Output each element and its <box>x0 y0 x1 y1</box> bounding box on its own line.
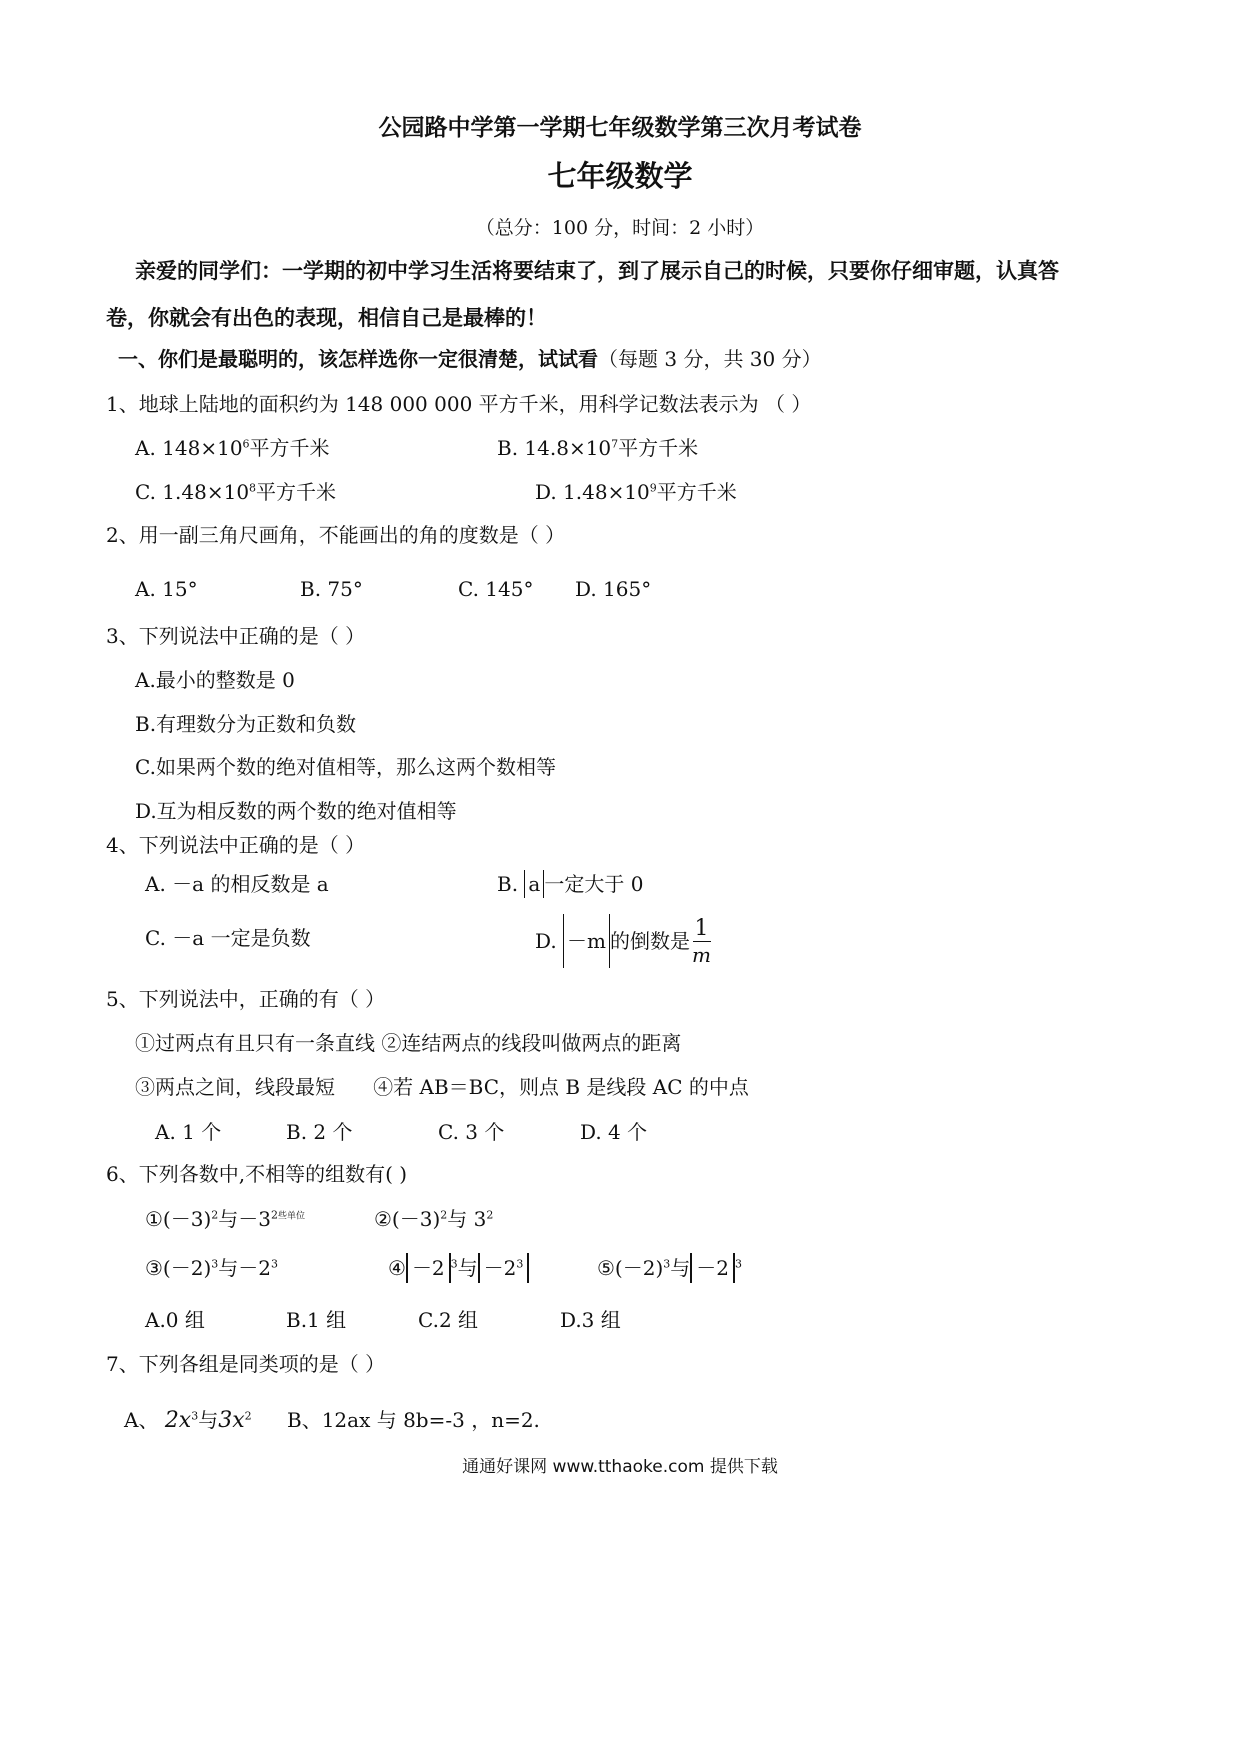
section-1-heading <box>118 345 822 373</box>
q6-option-d: D.3 组 <box>560 1308 621 1332</box>
q5-statement-1-2: ①过两点有且只有一条直线 ②连结两点的线段叫做两点的距离 <box>135 1031 682 1055</box>
q7-option-a: A、 $2x^3$与$3x^2$ <box>124 1408 252 1433</box>
q2-option-b: B. 75° <box>300 577 363 601</box>
q3-option-c: C.如果两个数的绝对值相等，那么这两个数相等 <box>135 755 556 779</box>
q1-option-a: A. $148\times 10^6$平方千米 <box>135 436 330 460</box>
q5-option-b: B. 2 个 <box>286 1120 353 1144</box>
q5-stem: 5、下列说法中，正确的有（ ） <box>106 987 386 1011</box>
intro-line-2: 卷，你就会有出色的表现，相信自己是最棒的！ <box>106 305 547 330</box>
page-footer: 通通好课网 www.tthaoke.com 提供下载 <box>462 1457 778 1477</box>
q3-option-b: B.有理数分为正数和负数 <box>135 712 357 736</box>
q6-item-3: $③(-2)^3$与$-2^3$ <box>145 1256 278 1280</box>
q4-option-c: C. －a 一定是负数 <box>145 926 311 950</box>
q2-option-c: C. 145° <box>458 577 534 601</box>
q6-item-5: $⑤(-2)^3$与 －2 $^3$ <box>597 1253 742 1283</box>
q4-stem: 4、下列说法中正确的是（ ） <box>106 833 366 857</box>
q6-item-4: ④ －2 $^3$与 $-2^3$ <box>388 1253 529 1283</box>
q4-option-b: B. a 一定大于 0 <box>497 872 644 896</box>
q2-option-a: A. 15° <box>135 577 198 601</box>
q6-item-1: $①(-3)^2$与$-3^{2些单位}$ <box>145 1207 306 1231</box>
exam-subtitle: 七年级数学 <box>547 159 693 193</box>
section-1-heading-score: （每题 3 分，共 30 分） <box>598 347 822 371</box>
exam-title: 公园路中学第一学期七年级数学第三次月考试卷 <box>378 114 862 141</box>
q2-option-d: D. 165° <box>575 577 652 601</box>
abs-value-neg-2-cubed: $-2^3$ <box>478 1253 530 1283</box>
abs-value-neg-2: －2 <box>406 1253 451 1283</box>
fraction-one-over-m: $\frac{1}{m}$ <box>692 916 711 967</box>
q3-stem: 3、下列说法中正确的是（ ） <box>106 624 366 648</box>
q1-stem: 1、地球上陆地的面积约为 148 000 000 平方千米，用科学记数法表示为 （ ） <box>106 392 812 416</box>
q5-option-d: D. 4 个 <box>580 1120 648 1144</box>
q7-option-b: B、12ax 与 8b=-3 ，n=2. <box>287 1408 540 1432</box>
q1-option-c: C. $1.48\times 10^8$平方千米 <box>135 480 337 504</box>
q3-option-a: A.最小的整数是 0 <box>135 668 295 692</box>
abs-value-a: a <box>524 870 544 898</box>
q6-option-c: C.2 组 <box>418 1308 479 1332</box>
abs-value-neg-m: －m <box>563 914 610 968</box>
exam-info: （总分：100 分，时间：2 小时） <box>475 217 765 239</box>
abs-value-neg-2-b: －2 <box>690 1253 735 1283</box>
q6-stem: 6、下列各数中,不相等的组数有( ) <box>106 1162 408 1186</box>
q4-option-a: A. －a 的相反数是 a <box>145 872 329 896</box>
q3-option-d: D.互为相反数的两个数的绝对值相等 <box>135 799 457 823</box>
q5-option-c: C. 3 个 <box>438 1120 505 1144</box>
q6-item-2: $②(-3)^2$与 $3^2$ <box>374 1207 494 1231</box>
q1-option-b: B. $14.8\times 10^7$平方千米 <box>497 436 699 460</box>
q5-option-a: A. 1 个 <box>155 1120 222 1144</box>
q1-option-d: D. $1.48\times 10^9$平方千米 <box>535 480 737 504</box>
q6-option-b: B.1 组 <box>286 1308 347 1332</box>
intro-line-1: 亲爱的同学们：一学期的初中学习生活将要结束了，到了展示自己的时候，只要你仔细审题，认真答 <box>135 258 1059 283</box>
q4-option-d: D. －m 的倒数是 $\frac{1}{m}$ <box>535 916 711 967</box>
section-1-heading-bold: 一、你们是最聪明的，该怎样选你一定很清楚，试试看 <box>118 347 598 371</box>
q5-statement-3-4: ③两点之间，线段最短 ④若 AB＝BC，则点 B 是线段 AC 的中点 <box>135 1075 749 1099</box>
q7-stem: 7、下列各组是同类项的是（ ） <box>106 1352 386 1376</box>
q2-stem: 2、用一副三角尺画角，不能画出的角的度数是（ ） <box>106 523 566 547</box>
q6-option-a: A.0 组 <box>145 1308 205 1332</box>
